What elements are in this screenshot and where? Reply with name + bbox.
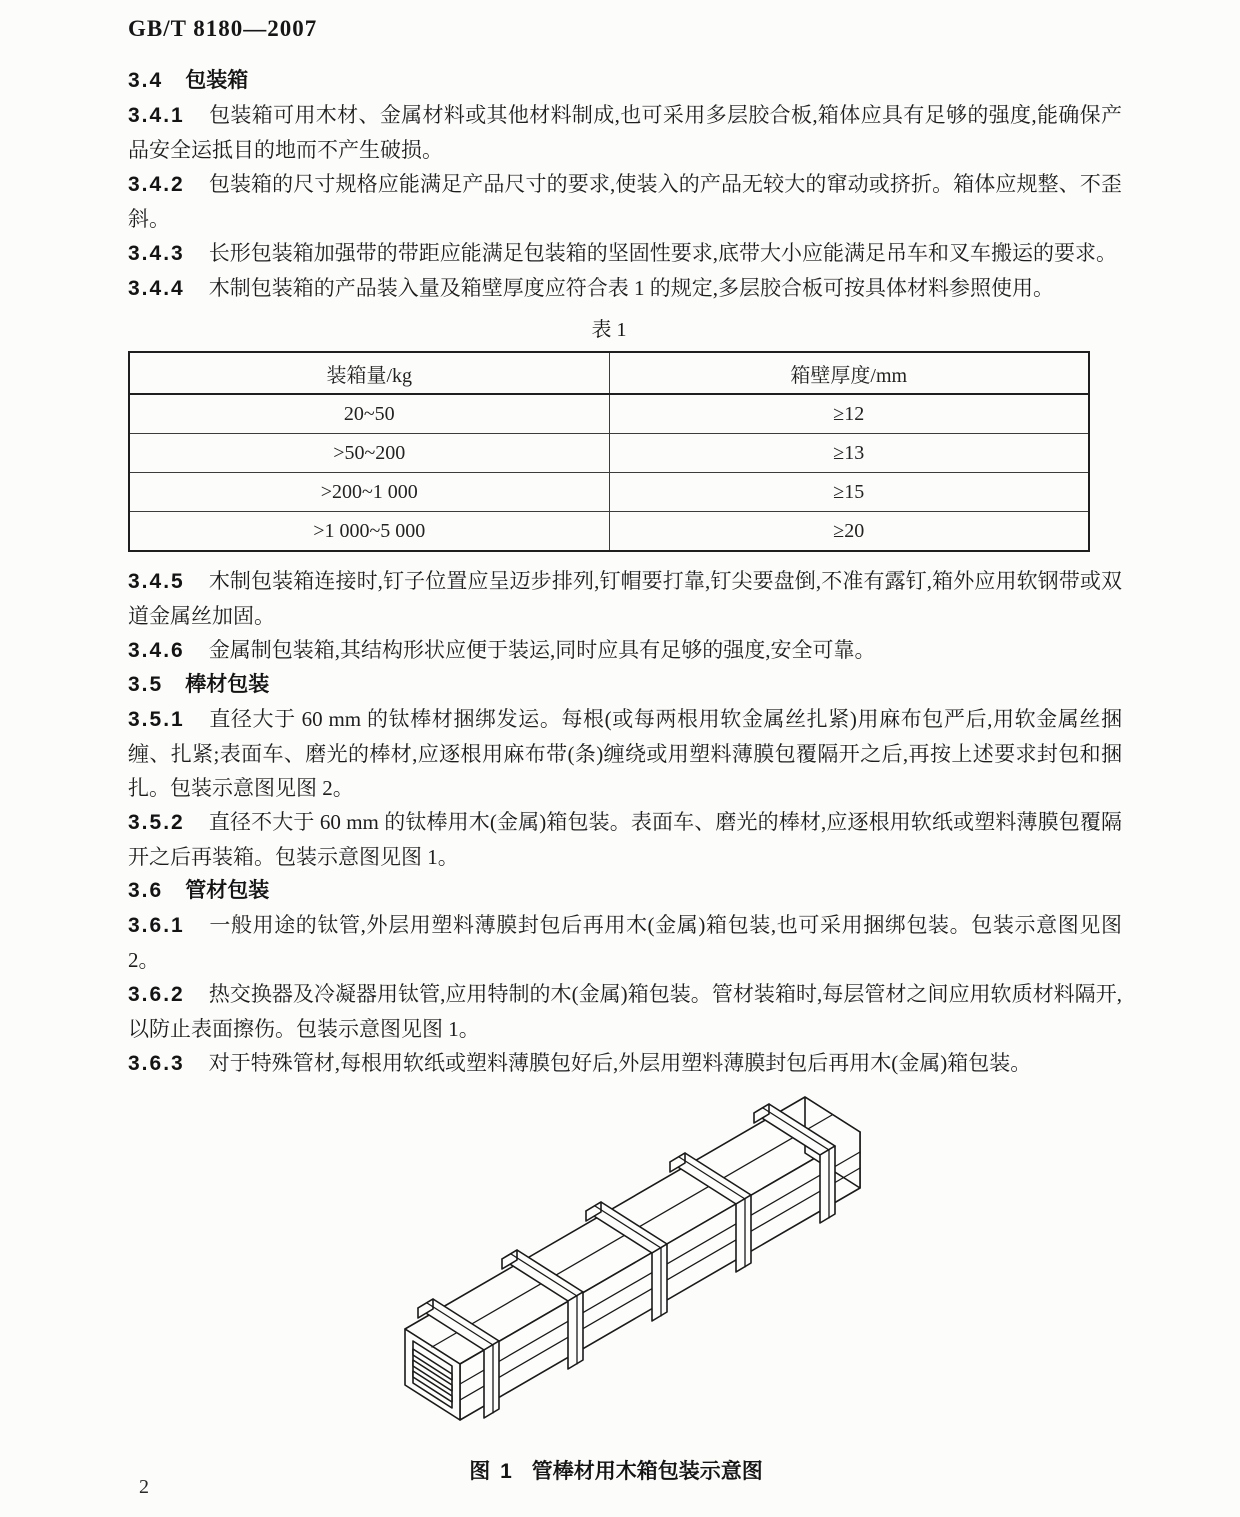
cell-thickness: ≥13	[609, 434, 1089, 473]
table-row	[129, 394, 1089, 434]
table-row	[129, 434, 1089, 473]
table-header-row	[129, 352, 1089, 394]
clause-3-5-2	[128, 805, 1122, 874]
clause-text: 直径大于 60 mm 的钛棒材捆绑发运。每根(或每两根用软金属丝扎紧)用麻布包严后,用软金属丝捆缠、扎紧;表面车、磨光的棒材,应逐根用麻布带(条)缠绕或用塑料薄膜包覆隔开之后,再按上述要求封包和捆扎。包装示意图见图 2。	[128, 707, 1122, 800]
heading-text: 棒材包装	[185, 673, 270, 696]
document-body	[128, 64, 1122, 1485]
table-row	[129, 473, 1089, 512]
heading-text: 包装箱	[185, 69, 249, 92]
clause-number: 3.4	[128, 69, 164, 92]
clause-number: 3.6.2	[128, 983, 185, 1006]
heading-3-6	[128, 874, 1122, 908]
clause-number: 3.5.2	[128, 811, 185, 834]
clause-number: 3.4.4	[128, 277, 185, 300]
page-number: 2	[139, 1476, 149, 1498]
clause-number: 3.5	[128, 673, 164, 696]
wooden-crate-illustration	[330, 1083, 890, 1443]
clause-text: 长形包装箱加强带的带距应能满足包装箱的坚固性要求,底带大小应能满足吊车和叉车搬运的要求。	[208, 241, 1117, 265]
figure-label: 图 1	[469, 1460, 514, 1483]
figure-caption-text: 管棒材用木箱包装示意图	[531, 1460, 763, 1483]
clause-number: 3.4.2	[128, 173, 185, 196]
clause-number: 3.6.3	[128, 1052, 185, 1075]
clause-text: 对于特殊管材,每根用软纸或塑料薄膜包好后,外层用塑料薄膜封包后再用木(金属)箱包装。	[208, 1051, 1032, 1075]
standard-number-header: GB/T 8180—2007	[128, 16, 318, 41]
clause-number: 3.6	[128, 879, 164, 902]
table-col-header-thickness: 箱壁厚度/mm	[609, 352, 1089, 394]
clause-text: 包装箱可用木材、金属材料或其他材料制成,也可采用多层胶合板,箱体应具有足够的强度,能确保产品安全运抵目的地而不产生破损。	[128, 103, 1122, 162]
clause-text: 金属制包装箱,其结构形状应便于装运,同时应具有足够的强度,安全可靠。	[208, 638, 876, 662]
clause-number: 3.4.1	[128, 104, 185, 127]
cell-load: 20~50	[129, 394, 609, 434]
table-1-section	[128, 313, 1122, 552]
clause-number: 3.5.1	[128, 708, 185, 731]
clause-number: 3.4.3	[128, 242, 185, 265]
heading-text: 管材包装	[185, 879, 270, 902]
clause-3-4-1	[128, 98, 1122, 167]
cell-load: >1 000~5 000	[129, 512, 609, 552]
heading-3-4	[128, 64, 1122, 98]
table-row	[129, 512, 1089, 552]
clause-number: 3.6.1	[128, 914, 185, 937]
clause-text: 包装箱的尺寸规格应能满足产品尺寸的要求,使装入的产品无较大的窜动或挤折。箱体应规整、不歪斜。	[128, 172, 1122, 231]
clause-text: 木制包装箱的产品装入量及箱壁厚度应符合表 1 的规定,多层胶合板可按具体材料参照使用。	[208, 276, 1054, 300]
clause-text: 直径不大于 60 mm 的钛棒用木(金属)箱包装。表面车、磨光的棒材,应逐根用软纸或塑料薄膜包覆隔开之后再装箱。包装示意图见图 1。	[128, 810, 1122, 869]
clause-3-4-2	[128, 167, 1122, 236]
clause-number: 3.4.5	[128, 570, 185, 593]
clause-3-4-5	[128, 564, 1122, 633]
clause-3-4-4	[128, 271, 1122, 306]
figure-1-caption	[128, 1455, 1122, 1485]
cell-load: >50~200	[129, 434, 609, 473]
table-1	[128, 351, 1090, 552]
cell-thickness: ≥20	[609, 512, 1089, 552]
clause-3-4-6	[128, 633, 1122, 668]
clause-text: 热交换器及冷凝器用钛管,应用特制的木(金属)箱包装。管材装箱时,每层管材之间应用软质材料隔开,以防止表面擦伤。包装示意图见图 1。	[128, 982, 1122, 1041]
cell-thickness: ≥15	[609, 473, 1089, 512]
clause-3-6-3	[128, 1046, 1122, 1081]
clause-3-5-1	[128, 702, 1122, 805]
clause-text: 木制包装箱连接时,钉子位置应呈迈步排列,钉帽要打靠,钉尖要盘倒,不准有露钉,箱外应用软钢带或双道金属丝加固。	[128, 569, 1122, 628]
cell-thickness: ≥12	[609, 394, 1089, 434]
cell-load: >200~1 000	[129, 473, 609, 512]
clause-3-6-1	[128, 908, 1122, 977]
clause-3-6-2	[128, 977, 1122, 1046]
clause-number: 3.4.6	[128, 639, 185, 662]
clause-text: 一般用途的钛管,外层用塑料薄膜封包后再用木(金属)箱包装,也可采用捆绑包装。包装示意图见图 2。	[128, 913, 1122, 972]
table-1-title: 表 1	[591, 319, 627, 341]
figure-1	[128, 1083, 1122, 1445]
clause-3-4-3	[128, 236, 1122, 271]
table-col-header-load: 装箱量/kg	[129, 352, 609, 394]
heading-3-5	[128, 668, 1122, 702]
